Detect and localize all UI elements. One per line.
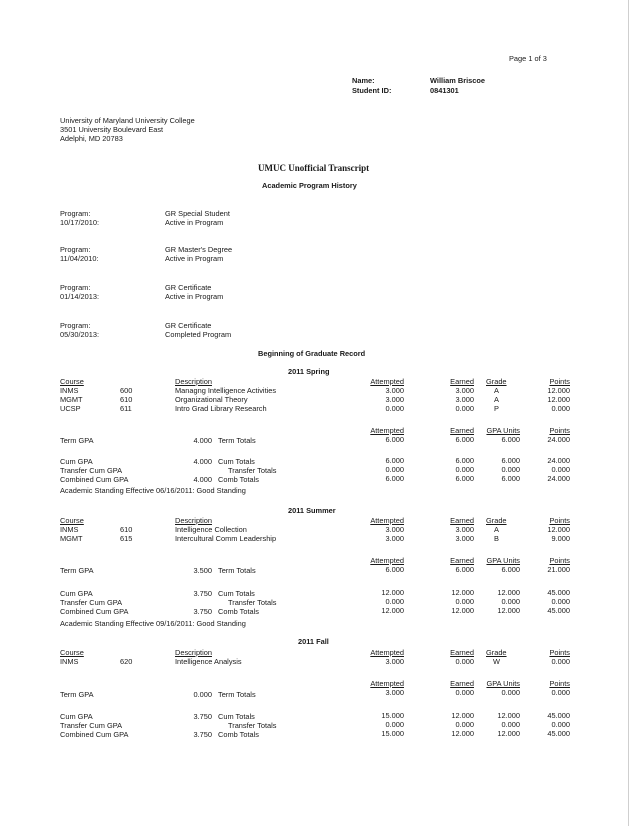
column-header-earned: Earned bbox=[450, 516, 474, 525]
program-status: Active in Program bbox=[165, 292, 224, 301]
column-header-course: Course bbox=[60, 377, 84, 386]
column-header-points: Points bbox=[549, 516, 570, 525]
cum-totals-gpa-units: 6.000 bbox=[501, 456, 520, 465]
column-header-grade: Grade bbox=[486, 377, 507, 386]
program-name: GR Master's Degree bbox=[165, 245, 233, 254]
cum-totals-attempted: 12.000 bbox=[381, 588, 404, 597]
transfer-gpa-label: Transfer Cum GPA bbox=[60, 598, 123, 607]
course-number: 615 bbox=[120, 534, 133, 543]
term-totals-points: 24.000 bbox=[547, 435, 570, 444]
program-date: 10/17/2010: bbox=[60, 218, 100, 227]
comb-totals-label: Comb Totals bbox=[218, 607, 259, 616]
column-header-attempted: Attempted bbox=[370, 556, 404, 565]
course-earned: 3.000 bbox=[455, 525, 474, 534]
term-gpa-label: Term GPA bbox=[60, 690, 94, 699]
column-header-points: Points bbox=[549, 648, 570, 657]
term-totals-label: Term Totals bbox=[218, 566, 256, 575]
term-name: 2011 Spring bbox=[288, 367, 330, 376]
document-subtitle: Academic Program History bbox=[262, 181, 357, 190]
term-totals-gpa-units: 0.000 bbox=[501, 688, 520, 697]
program-name: GR Certificate bbox=[165, 321, 212, 330]
cum-totals-points: 45.000 bbox=[547, 711, 570, 720]
cum-gpa-value: 4.000 bbox=[193, 457, 212, 466]
cum-totals-attempted: 6.000 bbox=[385, 456, 404, 465]
transfer-totals-earned: 0.000 bbox=[455, 720, 474, 729]
course-number: 611 bbox=[120, 404, 132, 413]
course-points: 9.000 bbox=[551, 534, 570, 543]
course-grade: A bbox=[494, 395, 499, 404]
column-header-attempted: Attempted bbox=[370, 648, 404, 657]
course-subject: MGMT bbox=[60, 534, 83, 543]
term-totals-earned: 6.000 bbox=[455, 565, 474, 574]
course-earned: 0.000 bbox=[455, 404, 474, 413]
course-description: Managng Intelligence Activities bbox=[175, 386, 277, 395]
course-description: Intercultural Comm Leadership bbox=[175, 534, 277, 543]
comb-totals-gpa-units: 6.000 bbox=[501, 474, 520, 483]
program-label: Program: bbox=[60, 283, 91, 292]
course-attempted: 0.000 bbox=[385, 404, 404, 413]
term-totals-label: Term Totals bbox=[218, 436, 256, 445]
student-id-value: 0841301 bbox=[430, 86, 459, 95]
term-gpa-value: 4.000 bbox=[193, 436, 212, 445]
transfer-totals-points: 0.000 bbox=[551, 465, 570, 474]
column-header-points: Points bbox=[549, 426, 570, 435]
column-header-earned: Earned bbox=[450, 679, 474, 688]
combined-gpa-value: 4.000 bbox=[193, 475, 212, 484]
program-label: Program: bbox=[60, 209, 91, 218]
course-description: Intelligence Collection bbox=[175, 525, 247, 534]
program-date: 11/04/2010: bbox=[60, 254, 99, 263]
cum-totals-label: Cum Totals bbox=[218, 589, 255, 598]
transfer-gpa-label: Transfer Cum GPA bbox=[60, 466, 123, 475]
page-edge bbox=[628, 0, 629, 826]
combined-gpa-label: Combined Cum GPA bbox=[60, 730, 129, 739]
program-name: GR Certificate bbox=[165, 283, 212, 292]
comb-totals-label: Comb Totals bbox=[218, 475, 259, 484]
column-header-description: Description bbox=[175, 377, 212, 386]
program-status: Active in Program bbox=[165, 218, 224, 227]
program-name: GR Special Student bbox=[165, 209, 230, 218]
course-attempted: 3.000 bbox=[385, 534, 404, 543]
program-status: Completed Program bbox=[165, 330, 232, 339]
column-header-course: Course bbox=[60, 516, 84, 525]
cum-gpa-label: Cum GPA bbox=[60, 712, 93, 721]
cum-totals-earned: 12.000 bbox=[451, 711, 474, 720]
comb-totals-earned: 12.000 bbox=[451, 606, 474, 615]
course-number: 600 bbox=[120, 386, 133, 395]
name-value: William Briscoe bbox=[430, 76, 485, 85]
course-subject: INMS bbox=[60, 525, 79, 534]
course-subject: UCSP bbox=[60, 404, 81, 413]
term-totals-gpa-units: 6.000 bbox=[501, 435, 520, 444]
term-totals-earned: 0.000 bbox=[455, 688, 474, 697]
course-number: 620 bbox=[120, 657, 133, 666]
transfer-totals-label: Transfer Totals bbox=[228, 721, 277, 730]
cum-totals-points: 24.000 bbox=[547, 456, 570, 465]
column-header-grade: Grade bbox=[486, 648, 507, 657]
name-label: Name: bbox=[352, 76, 375, 85]
term-totals-gpa-units: 6.000 bbox=[501, 565, 520, 574]
column-header-earned: Earned bbox=[450, 426, 474, 435]
transfer-totals-label: Transfer Totals bbox=[228, 598, 277, 607]
cum-gpa-label: Cum GPA bbox=[60, 589, 93, 598]
transfer-totals-label: Transfer Totals bbox=[228, 466, 277, 475]
column-header-gpa-units: GPA Units bbox=[486, 556, 520, 565]
course-description: Intro Grad Library Research bbox=[175, 404, 267, 413]
comb-totals-points: 45.000 bbox=[547, 729, 570, 738]
term-totals-earned: 6.000 bbox=[455, 435, 474, 444]
term-totals-points: 0.000 bbox=[551, 688, 570, 697]
column-header-points: Points bbox=[549, 679, 570, 688]
column-header-earned: Earned bbox=[450, 556, 474, 565]
course-attempted: 3.000 bbox=[385, 386, 404, 395]
cum-gpa-value: 3.750 bbox=[193, 712, 212, 721]
course-description: Intelligence Analysis bbox=[175, 657, 242, 666]
column-header-course: Course bbox=[60, 648, 84, 657]
combined-gpa-value: 3.750 bbox=[193, 607, 212, 616]
cum-totals-attempted: 15.000 bbox=[381, 711, 404, 720]
combined-gpa-label: Combined Cum GPA bbox=[60, 475, 129, 484]
program-status: Active in Program bbox=[165, 254, 224, 263]
course-points: 0.000 bbox=[551, 404, 570, 413]
program-label: Program: bbox=[60, 245, 91, 254]
course-number: 610 bbox=[120, 395, 133, 404]
transfer-totals-attempted: 0.000 bbox=[385, 465, 404, 474]
term-gpa-value: 3.500 bbox=[193, 566, 212, 575]
comb-totals-label: Comb Totals bbox=[218, 730, 259, 739]
course-points: 12.000 bbox=[547, 395, 570, 404]
term-name: 2011 Fall bbox=[298, 637, 329, 646]
column-header-attempted: Attempted bbox=[370, 426, 404, 435]
column-header-gpa-units: GPA Units bbox=[486, 426, 520, 435]
term-totals-attempted: 3.000 bbox=[385, 688, 404, 697]
comb-totals-attempted: 6.000 bbox=[385, 474, 404, 483]
academic-standing: Academic Standing Effective 09/16/2011: Good Standing bbox=[60, 619, 246, 628]
course-earned: 3.000 bbox=[455, 386, 474, 395]
course-earned: 3.000 bbox=[455, 534, 474, 543]
column-header-earned: Earned bbox=[450, 648, 474, 657]
column-header-earned: Earned bbox=[450, 377, 474, 386]
course-attempted: 3.000 bbox=[385, 525, 404, 534]
course-grade: P bbox=[494, 404, 499, 413]
course-grade: B bbox=[494, 534, 499, 543]
course-attempted: 3.000 bbox=[385, 657, 404, 666]
course-grade: A bbox=[494, 525, 499, 534]
transfer-totals-gpa-units: 0.000 bbox=[501, 597, 520, 606]
course-attempted: 3.000 bbox=[385, 395, 404, 404]
transfer-gpa-label: Transfer Cum GPA bbox=[60, 721, 123, 730]
transfer-totals-points: 0.000 bbox=[551, 597, 570, 606]
combined-gpa-value: 3.750 bbox=[193, 730, 212, 739]
term-totals-attempted: 6.000 bbox=[385, 565, 404, 574]
cum-totals-label: Cum Totals bbox=[218, 712, 255, 721]
course-number: 610 bbox=[120, 525, 133, 534]
course-subject: INMS bbox=[60, 386, 79, 395]
column-header-points: Points bbox=[549, 556, 570, 565]
address-line-1: University of Maryland University College bbox=[60, 116, 195, 125]
address-line-3: Adelphi, MD 20783 bbox=[60, 134, 123, 143]
term-name: 2011 Summer bbox=[288, 506, 336, 515]
column-header-grade: Grade bbox=[486, 516, 507, 525]
comb-totals-points: 24.000 bbox=[547, 474, 570, 483]
term-gpa-label: Term GPA bbox=[60, 436, 94, 445]
comb-totals-earned: 6.000 bbox=[455, 474, 474, 483]
student-id-label: Student ID: bbox=[352, 86, 392, 95]
cum-totals-label: Cum Totals bbox=[218, 457, 255, 466]
term-gpa-label: Term GPA bbox=[60, 566, 94, 575]
transfer-totals-attempted: 0.000 bbox=[385, 597, 404, 606]
term-totals-points: 21.000 bbox=[547, 565, 570, 574]
transfer-totals-gpa-units: 0.000 bbox=[501, 465, 520, 474]
column-header-points: Points bbox=[549, 377, 570, 386]
comb-totals-attempted: 15.000 bbox=[381, 729, 404, 738]
record-title: Beginning of Graduate Record bbox=[258, 349, 366, 358]
course-points: 0.000 bbox=[551, 657, 570, 666]
column-header-attempted: Attempted bbox=[370, 516, 404, 525]
course-grade: W bbox=[493, 657, 500, 666]
cum-totals-points: 45.000 bbox=[547, 588, 570, 597]
term-gpa-value: 0.000 bbox=[193, 690, 212, 699]
term-totals-attempted: 6.000 bbox=[385, 435, 404, 444]
column-header-attempted: Attempted bbox=[370, 679, 404, 688]
cum-totals-gpa-units: 12.000 bbox=[497, 711, 520, 720]
transfer-totals-attempted: 0.000 bbox=[385, 720, 404, 729]
course-points: 12.000 bbox=[547, 386, 570, 395]
comb-totals-gpa-units: 12.000 bbox=[497, 729, 520, 738]
cum-totals-gpa-units: 12.000 bbox=[497, 588, 520, 597]
transfer-totals-gpa-units: 0.000 bbox=[501, 720, 520, 729]
cum-totals-earned: 6.000 bbox=[455, 456, 474, 465]
address-line-2: 3501 University Boulevard East bbox=[60, 125, 164, 134]
course-points: 12.000 bbox=[547, 525, 570, 534]
course-earned: 3.000 bbox=[455, 395, 474, 404]
transfer-totals-earned: 0.000 bbox=[455, 597, 474, 606]
combined-gpa-label: Combined Cum GPA bbox=[60, 607, 129, 616]
column-header-gpa-units: GPA Units bbox=[486, 679, 520, 688]
term-totals-label: Term Totals bbox=[218, 690, 256, 699]
cum-gpa-label: Cum GPA bbox=[60, 457, 93, 466]
program-date: 05/30/2013: bbox=[60, 330, 100, 339]
comb-totals-points: 45.000 bbox=[547, 606, 570, 615]
column-header-attempted: Attempted bbox=[370, 377, 404, 386]
column-header-description: Description bbox=[175, 648, 212, 657]
comb-totals-gpa-units: 12.000 bbox=[497, 606, 520, 615]
academic-standing: Academic Standing Effective 06/16/2011: Good Standing bbox=[60, 486, 246, 495]
transfer-totals-earned: 0.000 bbox=[455, 465, 474, 474]
column-header-description: Description bbox=[175, 516, 212, 525]
cum-totals-earned: 12.000 bbox=[451, 588, 474, 597]
course-grade: A bbox=[494, 386, 499, 395]
document-title: UMUC Unofficial Transcript bbox=[258, 163, 370, 173]
course-subject: MGMT bbox=[60, 395, 83, 404]
page-number: Page 1 of 3 bbox=[509, 54, 547, 63]
transfer-totals-points: 0.000 bbox=[551, 720, 570, 729]
comb-totals-attempted: 12.000 bbox=[381, 606, 404, 615]
course-description: Organizational Theory bbox=[175, 395, 248, 404]
course-subject: INMS bbox=[60, 657, 79, 666]
program-label: Program: bbox=[60, 321, 91, 330]
comb-totals-earned: 12.000 bbox=[451, 729, 474, 738]
course-earned: 0.000 bbox=[455, 657, 474, 666]
program-date: 01/14/2013: bbox=[60, 292, 100, 301]
cum-gpa-value: 3.750 bbox=[193, 589, 212, 598]
